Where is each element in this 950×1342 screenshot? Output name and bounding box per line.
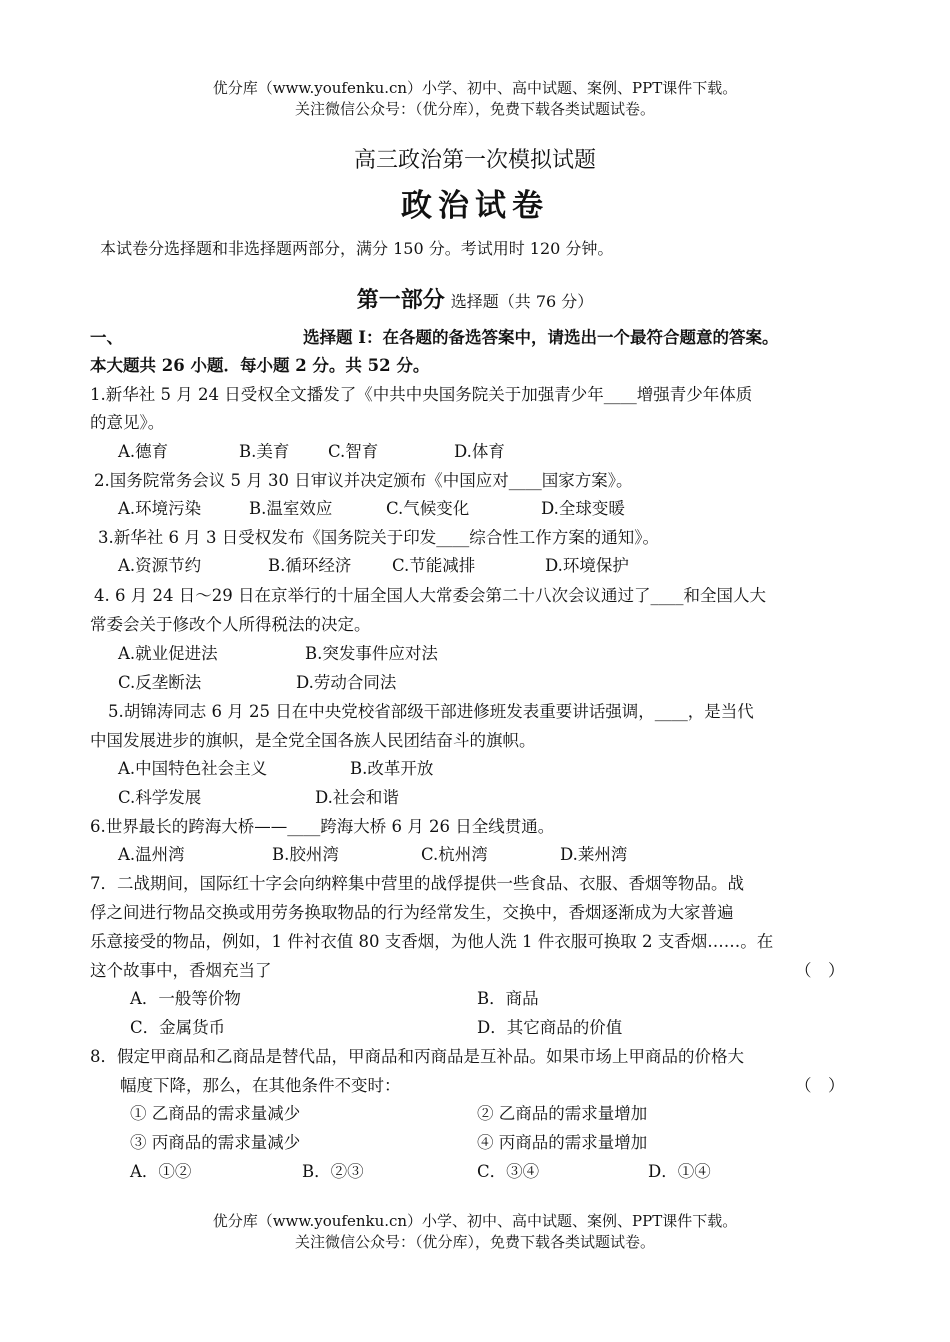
question-1-line-1: 1.新华社 5 月 24 日受权全文播发了《中共中央国务院关于加强青少年____增强青少年体质: [90, 385, 753, 404]
q7-answer-blank: （ ）: [795, 961, 845, 980]
question-8-line-2: 幅度下降，那么，在其他条件不变时：: [120, 1076, 401, 1095]
exam-subtitle: 高三政治第一次模拟试题: [353, 148, 596, 173]
q2-option-c: C.气候变化: [386, 499, 470, 518]
header-line-2: 关注微信公众号：（优分库），免费下载各类试题试卷。: [294, 100, 655, 118]
question-6-line-1: 6.世界最长的跨海大桥——____跨海大桥 6 月 26 日全线贯通。: [90, 817, 555, 836]
q8-option-a: A．①②: [130, 1162, 192, 1181]
q5-option-d: D.社会和谐: [315, 788, 399, 807]
section-instruction: 选择题 I：在各题的备选答案中，请选出一个最符合题意的答案。: [303, 328, 779, 347]
q5-option-c: C.科学发展: [118, 788, 202, 807]
question-3-line-1: 3.新华社 6 月 3 日受权发布《国务院关于印发____综合性工作方案的通知》。: [98, 528, 659, 547]
q4-option-c: C.反垄断法: [118, 673, 202, 692]
q5-option-a: A.中国特色社会主义: [118, 759, 268, 778]
q7-option-b: B．商品: [477, 989, 539, 1008]
q8-item-4: ④ 丙商品的需求量增加: [477, 1133, 648, 1152]
question-4-line-2: 常委会关于修改个人所得税法的决定。: [90, 615, 371, 634]
q4-option-d: D.劳动合同法: [296, 673, 397, 692]
q6-option-c: C.杭州湾: [421, 845, 488, 864]
q1-option-d: D.体育: [454, 442, 505, 461]
q6-option-d: D.莱州湾: [560, 845, 628, 864]
part-main-label: 第一部分: [356, 288, 445, 313]
q8-item-3: ③ 丙商品的需求量减少: [130, 1133, 301, 1152]
q3-option-d: D.环境保护: [545, 556, 629, 575]
footer-line-1: 优分库（www.youfenku.cn）小学、初中、高中试题、案例、PPT课件下载。: [212, 1212, 738, 1230]
question-7-line-4: 这个故事中，香烟充当了: [90, 961, 272, 980]
part-sub-label: 选择题（共 76 分）: [450, 292, 594, 311]
question-7-line-2: 俘之间进行物品交换或用劳务换取物品的行为经常发生，交换中，香烟逐渐成为大家普遍: [90, 903, 734, 922]
question-5-line-1: 5.胡锦涛同志 6 月 25 日在中央党校省部级干部进修班发表重要讲话强调，____，是当代: [108, 702, 754, 721]
q4-option-b: B.突发事件应对法: [305, 644, 438, 663]
q1-option-a: A.德育: [118, 442, 169, 461]
q3-option-c: C.节能减排: [392, 556, 476, 575]
q3-option-b: B.循环经济: [268, 556, 352, 575]
q7-option-a: A．一般等价物: [130, 989, 241, 1008]
question-5-line-2: 中国发展进步的旗帜，是全党全国各族人民团结奋斗的旗帜。: [90, 731, 536, 750]
q5-option-b: B.改革开放: [350, 759, 434, 778]
q7-option-c: C．金属货币: [130, 1018, 226, 1037]
question-7-line-3: 乐意接受的物品，例如，1 件衬衣值 80 支香烟，为他人洗 1 件衣服可换取 2 支香烟……。在: [90, 932, 774, 951]
q7-option-d: D．其它商品的价值: [477, 1018, 623, 1037]
q8-option-c: C．③④: [477, 1162, 540, 1181]
q3-option-a: A.资源节约: [118, 556, 202, 575]
page-header: [0, 78, 950, 120]
question-8-line-1: 8．假定甲商品和乙商品是替代品，甲商品和丙商品是互补品。如果市场上甲商品的价格大: [90, 1047, 744, 1066]
question-1-line-2: 的意见》。: [90, 413, 165, 432]
section-number: 一、: [90, 328, 123, 347]
page-footer: [0, 1211, 950, 1253]
q6-option-a: A.温州湾: [118, 845, 185, 864]
question-4-line-1: 4. 6 月 24 日～29 日在京举行的十届全国人大常委会第二十八次会议通过了____和全国人大: [94, 586, 766, 605]
exam-title: 政治试卷: [401, 188, 549, 224]
q2-option-b: B.温室效应: [249, 499, 333, 518]
q2-option-d: D.全球变暖: [541, 499, 625, 518]
q8-item-1: ① 乙商品的需求量减少: [130, 1104, 301, 1123]
section-note: 本大题共 26 小题．每小题 2 分。共 52 分。: [90, 356, 430, 375]
q1-option-c: C.智育: [328, 442, 379, 461]
q8-option-b: B．②③: [302, 1162, 364, 1181]
q8-answer-blank: （ ）: [795, 1076, 845, 1095]
header-line-1: 优分库（www.youfenku.cn）小学、初中、高中试题、案例、PPT课件下载。: [212, 79, 738, 97]
question-2-line-1: 2.国务院常务会议 5 月 30 日审议并决定颁布《中国应对____国家方案》。: [94, 471, 633, 490]
q4-option-a: A.就业促进法: [118, 644, 218, 663]
question-7-line-1: 7．二战期间，国际红十字会向纳粹集中营里的战俘提供一些食品、衣服、香烟等物品。战: [90, 874, 744, 893]
q1-option-b: B.美育: [239, 442, 290, 461]
q2-option-a: A.环境污染: [118, 499, 202, 518]
exam-intro: 本试卷分选择题和非选择题两部分，满分 150 分。考试用时 120 分钟。: [100, 239, 614, 258]
part-heading: [0, 283, 950, 314]
q8-option-d: D．①④: [648, 1162, 711, 1181]
footer-line-2: 关注微信公众号：（优分库），免费下载各类试题试卷。: [294, 1233, 655, 1251]
q6-option-b: B.胶州湾: [272, 845, 339, 864]
q8-item-2: ② 乙商品的需求量增加: [477, 1104, 648, 1123]
